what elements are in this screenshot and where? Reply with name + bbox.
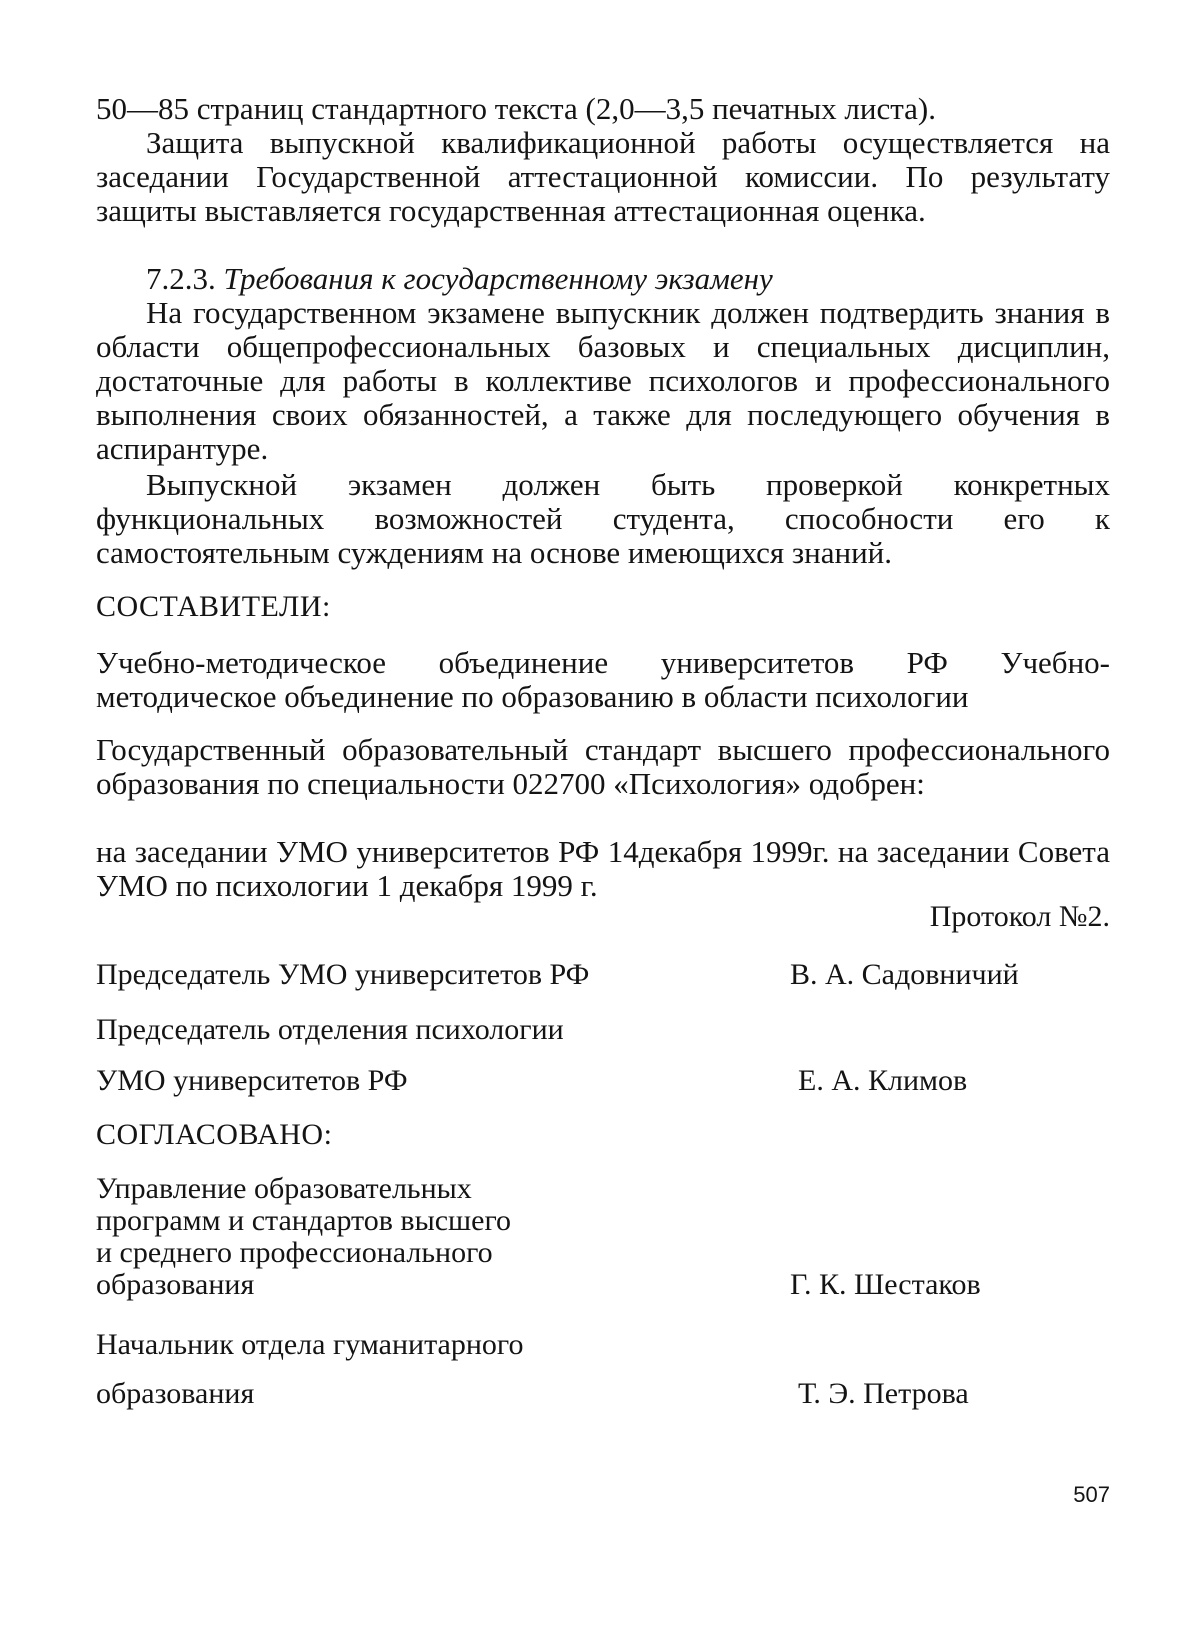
paragraph-page-count: 50—85 страниц стандартного текста (2,0—3,5 печатных листа). [96,91,936,126]
dept-chair-title-line1: Председатель отделения психологии [96,1013,564,1046]
compilers-organization: Учебно-методическое объединение университетов РФ Учебно-методическое объединение по образованию в области психологии [96,645,1110,714]
paragraph-final-exam: Выпускной экзамен должен быть проверкой конкретных функциональных возможностей студента, способности его к самостоятельным суждениям на основе имеющихся знаний. [96,467,1110,570]
section-heading [96,262,1110,296]
paragraph-defense: Защита выпускной квалификационной работы осуществляется на заседании Государственной аттестационной комиссии. По результату защиты выставляется государственная аттестационная оценка. [96,125,1110,228]
page-number: 507 [1073,1482,1110,1507]
head-name: Т. Э. Петрова [798,1377,969,1410]
office-line-2: программ и стандартов высшего [96,1204,512,1237]
section-title: Требования к государственному экзамену [223,261,773,296]
approval-meetings: на заседании УМО университетов РФ 14декабря 1999г. на заседании Совета УМО по психологии 1 декабря 1999 г. [96,834,1110,903]
section-number: 7.2.3. [146,261,216,296]
office-line-3: и среднего профессионального [96,1236,493,1269]
agreed-heading: СОГЛАСОВАНО: [96,1118,333,1151]
dept-chair-title-line2: УМО университетов РФ [96,1064,408,1097]
head-title-line1: Начальник отдела гуманитарного [96,1328,524,1361]
office-line-4: образования [96,1268,255,1301]
head-title-line2: образования [96,1377,255,1410]
chair-title: Председатель УМО университетов РФ [96,958,590,991]
standard-approval-text: Государственный образовательный стандарт высшего профессионального образования по специальности 022700 «Психология» одобрен: [96,732,1110,801]
paragraph-state-exam: На государственном экзамене выпускник должен подтвердить знания в области общепрофессиональных базовых и специальных дисциплин, достаточные для работы в коллективе психологов и профессионального выполнения своих обязанностей, а также для последующего обучения в аспирантуре. [96,295,1110,466]
office-name: Г. К. Шестаков [790,1268,981,1301]
chair-name: В. А. Садовничий [790,958,1019,991]
compilers-heading: СОСТАВИТЕЛИ: [96,590,331,623]
protocol-number: Протокол №2. [929,900,1110,933]
dept-chair-name: Е. А. Климов [798,1064,968,1097]
office-line-1: Управление образовательных [96,1172,472,1205]
